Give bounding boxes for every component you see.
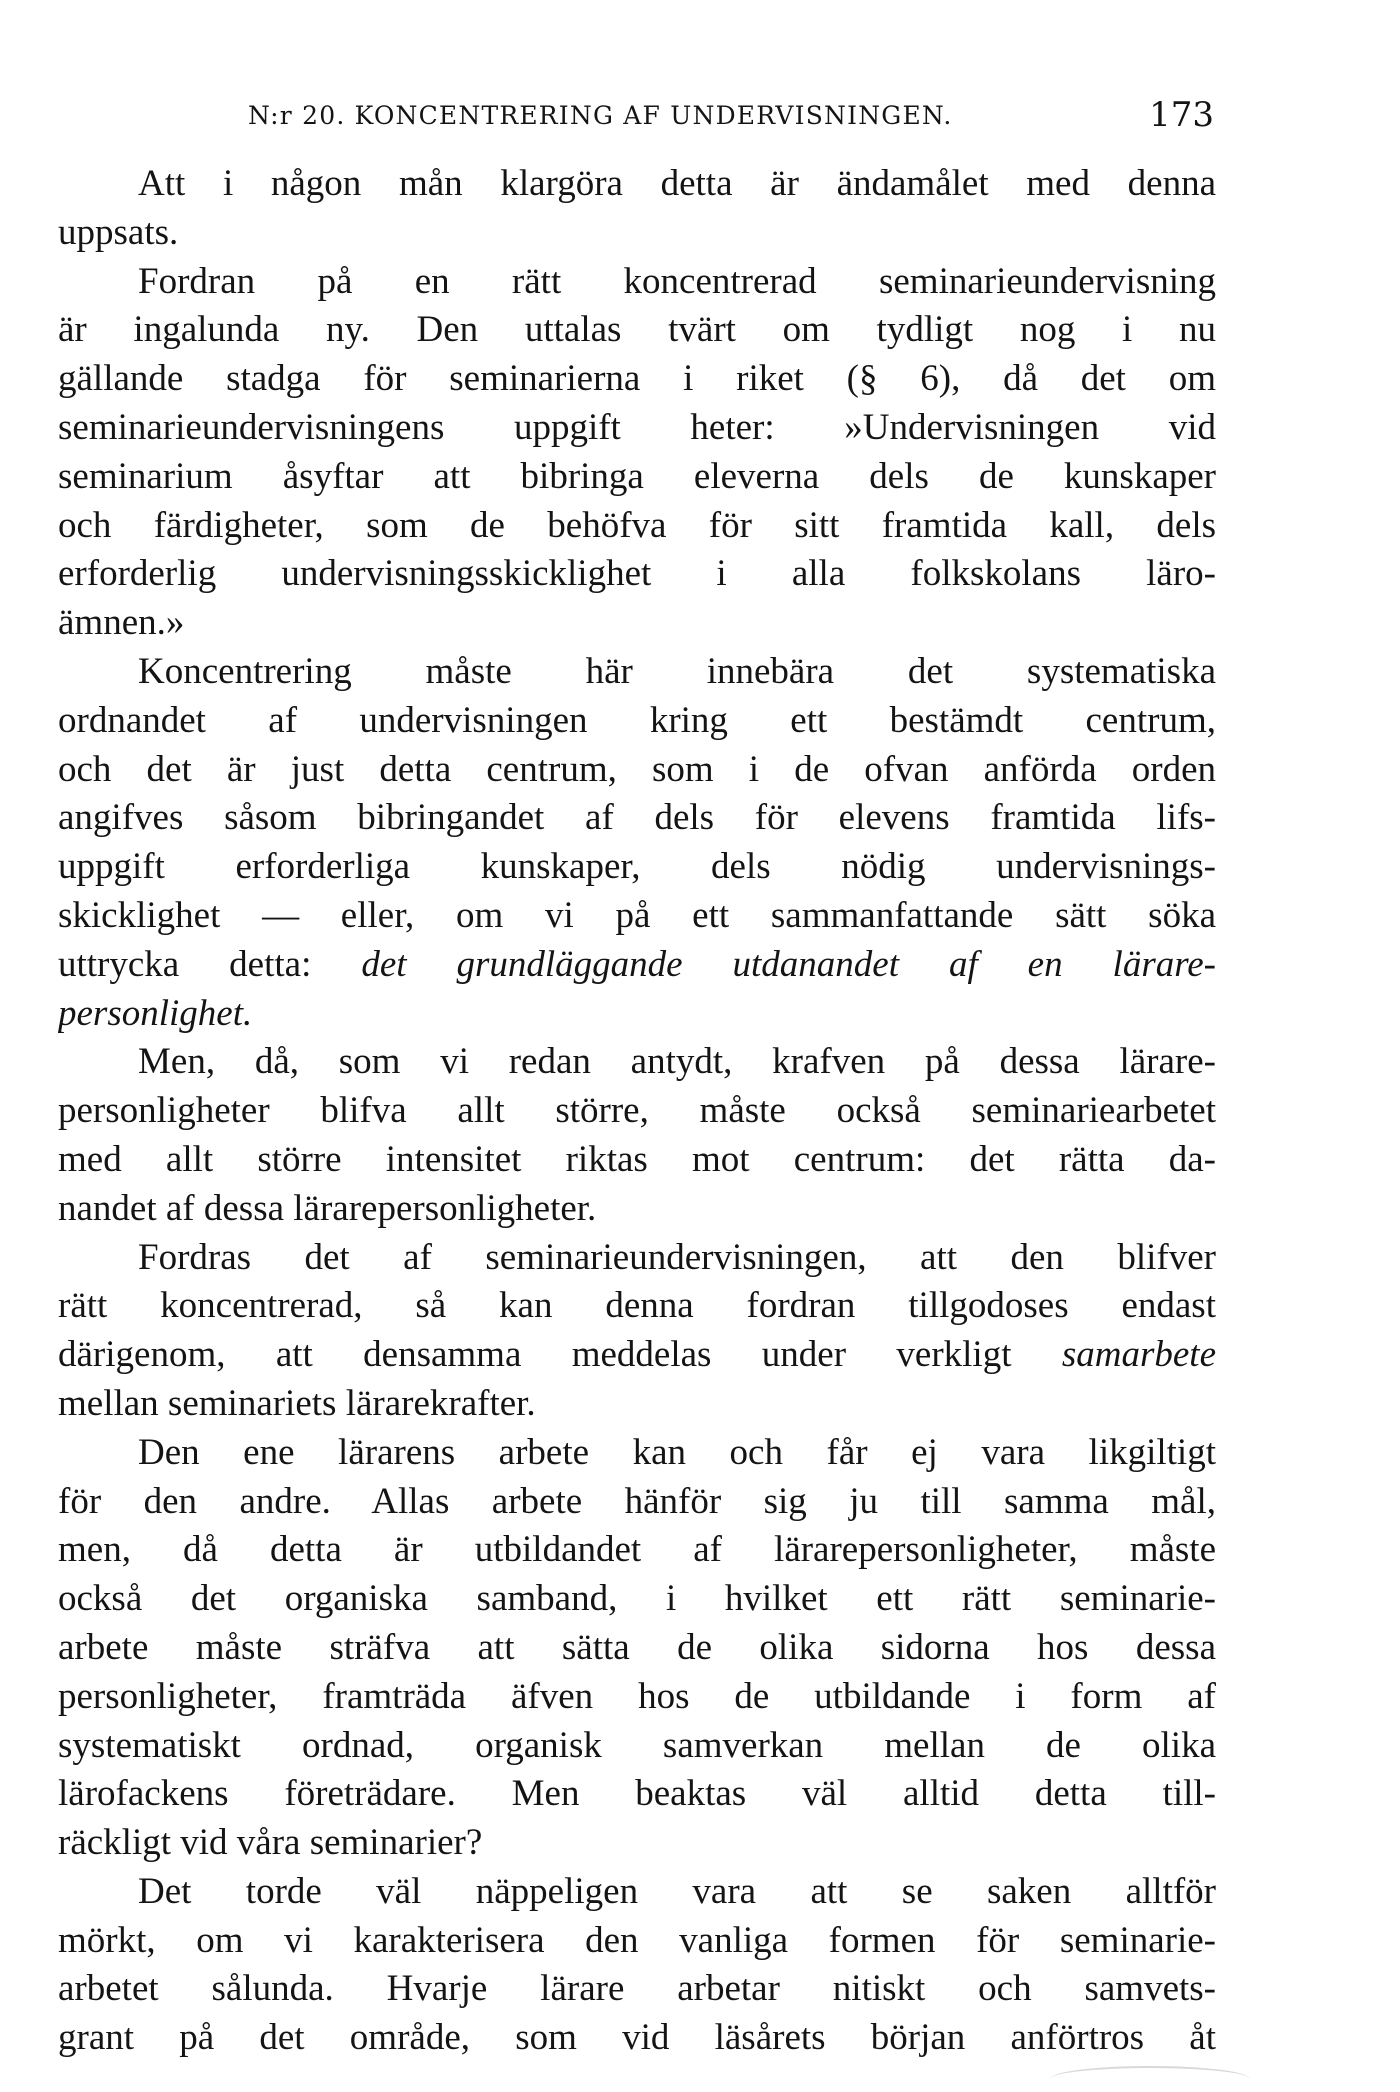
paragraph [58,1038,1216,1233]
text-line: lärofackens företrädare. Men beaktas väl alltid detta till- [58,1773,1216,1815]
italic-phrase: det grundläggande utdanandet af en lärare- [361,943,1216,985]
text-segment: uttrycka detta: [58,943,362,985]
paragraph [58,648,1216,1038]
text-line: är ingalunda ny. Den uttalas tvärt om tydligt nog i nu [58,309,1216,351]
text-line: Den ene lärarens arbete kan och får ej vara likgiltigt [138,1431,1216,1473]
text-line: angifves såsom bibringandet af dels för elevens framtida lifs- [58,797,1216,839]
text-line: arbete måste sträfva att sätta de olika sidorna hos dessa [58,1626,1216,1668]
text-line: uppsats. [58,211,179,253]
text-line: skicklighet — eller, om vi på ett sammanfattande sätt söka [58,894,1216,936]
paragraph [58,1429,1216,1868]
text-line: och det är just detta centrum, som i de ofvan anförda orden [58,748,1216,790]
text-segment: därigenom, att densamma meddelas under verkligt [58,1334,1062,1376]
text-line [58,941,1216,990]
text-line: personligheter blifva allt större, måste också seminariearbetet [58,1090,1216,1132]
paragraph [58,160,1216,258]
text-line: erforderlig undervisningsskicklighet i alla folkskolans läro- [58,553,1216,595]
text-line: Men, då, som vi redan antydt, krafven på dessa lärare- [138,1041,1216,1083]
text-line: ordnandet af undervisningen kring ett bestämdt centrum, [58,699,1216,741]
text-line: mellan seminariets lärarekrafter. [58,1382,536,1424]
text-line: Fordras det af seminarieundervisningen, att den blifver [138,1236,1216,1278]
page-number: 173 [1149,95,1214,135]
body-text [58,160,1216,2063]
text-line: nandet af dessa lärarepersonligheter. [58,1187,597,1229]
text-line: för den andre. Allas arbete hänför sig ju till samma mål, [58,1480,1216,1522]
scan-artifact [1050,2066,1250,2092]
text-line: Att i någon mån klargöra detta är ändamålet med denna [138,163,1216,204]
paragraph [58,258,1216,648]
page-header [248,95,1214,141]
text-line: ämnen.» [58,602,185,644]
text-line [58,1331,1216,1380]
text-line: grant på det område, som vid läsårets början anförtros åt [58,2017,1216,2059]
text-line: Fordran på en rätt koncentrerad seminarieundervisning [138,260,1216,302]
text-line: arbetet sålunda. Hvarje lärare arbetar nitiskt och samvets- [58,1968,1216,2010]
text-line: mörkt, om vi karakterisera den vanliga formen för seminarie- [58,1919,1216,1961]
text-line: räckligt vid våra seminarier? [58,1822,483,1864]
text-line: rätt koncentrerad, så kan denna fordran tillgodoses endast [58,1285,1216,1327]
text-line: gällande stadga för seminarierna i riket (§ 6), då det om [58,358,1216,400]
text-line: med allt större intensitet riktas mot centrum: det rätta da- [58,1138,1216,1180]
running-head: N:r 20. KONCENTRERING AF UNDERVISNINGEN. [248,101,953,130]
text-line: Koncentrering måste här innebära det systematiska [138,650,1216,692]
text-line: personligheter, framträda äfven hos de utbildande i form af [58,1675,1216,1717]
text-line: också det organiska samband, i hvilket ett rätt seminarie- [58,1578,1216,1620]
text-line: seminarieundervisningens uppgift heter: »Undervisningen vid [58,406,1216,448]
text-line: uppgift erforderliga kunskaper, dels nödig undervisnings- [58,846,1216,888]
text-line: seminarium åsyftar att bibringa eleverna dels de kunskaper [58,455,1216,497]
text-line: Det torde väl näppeligen vara att se saken alltför [138,1870,1216,1912]
paragraph [58,1868,1216,2063]
italic-phrase: personlighet. [58,992,253,1034]
text-line: och färdigheter, som de behöfva för sitt framtida kall, dels [58,504,1216,546]
text-line: men, då detta är utbildandet af lärarepersonligheter, måste [58,1529,1216,1571]
italic-phrase: samarbete [1061,1334,1216,1376]
text-line: systematiskt ordnad, organisk samverkan mellan de olika [58,1724,1216,1766]
paragraph [58,1234,1216,1429]
